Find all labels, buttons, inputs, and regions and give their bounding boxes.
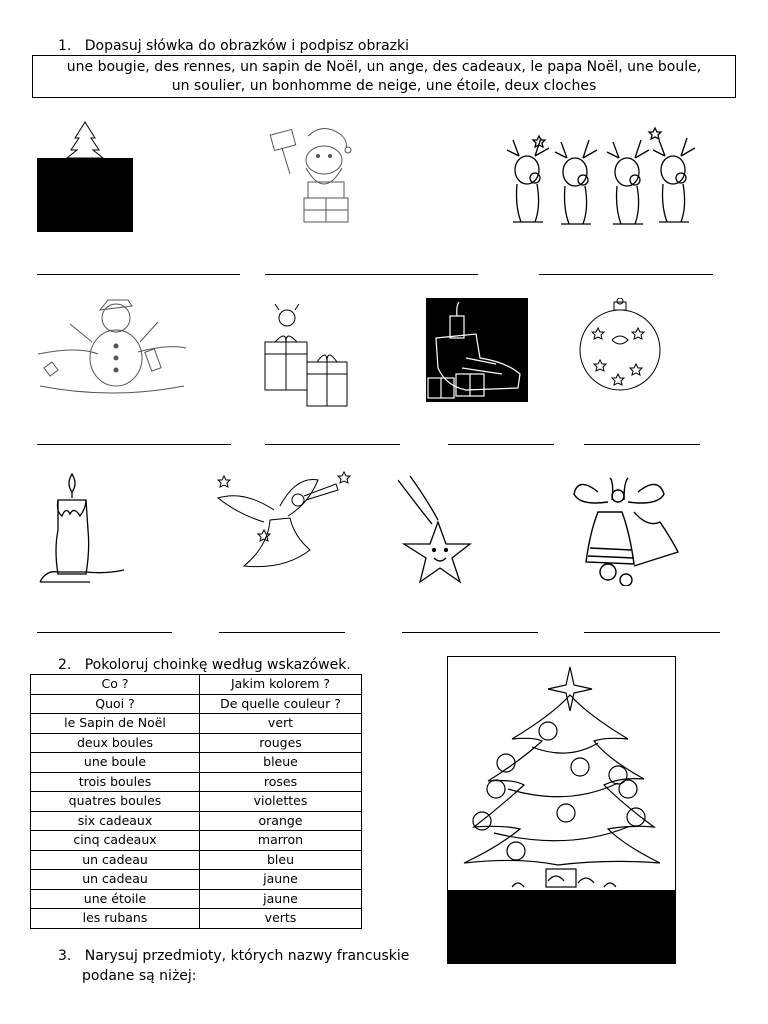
answer-line-1[interactable] [37,274,240,275]
answer-line-7[interactable] [584,444,700,445]
color-cell: rouges [200,733,362,753]
exercise-3-instruction-line-2: podane są niżej: [82,968,197,984]
item-cell: six cadeaux [31,811,200,831]
exercise-1-number: 1. [58,38,72,54]
header-jakim-kolorem: Jakim kolorem ? [200,675,362,695]
snowman-icon [38,296,186,396]
color-cell: roses [200,772,362,792]
color-cell: marron [200,831,362,851]
item-cell: quatres boules [31,792,200,812]
color-cell: jaune [200,889,362,909]
ornament-ball-icon [578,298,664,398]
item-cell: le Sapin de Noël [31,714,200,734]
table-row [31,870,362,890]
table-row [31,811,362,831]
exercise-2-heading [58,657,351,673]
item-cell: les rubans [31,909,200,929]
answer-line-8[interactable] [37,632,172,633]
answer-line-10[interactable] [402,632,538,633]
table-row [31,909,362,929]
table-row [31,792,362,812]
item-cell: deux boules [31,733,200,753]
item-cell: trois boules [31,772,200,792]
gifts-icon [263,300,348,408]
table-row [31,831,362,851]
coloring-tree-frame [447,656,676,964]
color-cell: orange [200,811,362,831]
answer-line-11[interactable] [584,632,720,633]
table-header-row [31,675,362,695]
candle-icon [36,470,128,588]
angel-icon [214,470,352,572]
santa-claus-icon [268,122,362,226]
exercise-2-instruction: Pokoloruj choinkę według wskazówek. [84,657,351,673]
color-cell: jaune [200,870,362,890]
table-row [31,889,362,909]
color-cell: violettes [200,792,362,812]
item-cell: une boule [31,753,200,773]
item-cell: un cadeau [31,870,200,890]
exercise-3-number: 3. [58,948,72,964]
item-cell: une étoile [31,889,200,909]
table-row [31,714,362,734]
item-cell: un cadeau [31,850,200,870]
exercise-1-heading [58,38,409,54]
table-row [31,772,362,792]
bells-icon [568,472,680,586]
exercise-2-number: 2. [58,657,72,673]
color-cell: bleue [200,753,362,773]
color-cell: verts [200,909,362,929]
table-row [31,733,362,753]
header-co: Co ? [31,675,200,695]
coloring-tree-icon [448,657,676,964]
word-bank-box [32,55,736,98]
color-cell: vert [200,714,362,734]
exercise-3-heading [58,948,409,964]
table-header-row [31,694,362,714]
answer-line-6[interactable] [448,444,554,445]
answer-line-9[interactable] [219,632,345,633]
word-bank-line-1: une bougie, des rennes, un sapin de Noël, un ange, des cadeaux, le papa Noël, une boule, [66,59,702,75]
word-bank-line-2: un soulier, un bonhomme de neige, une étoile, deux cloches [171,78,597,94]
header-quoi: Quoi ? [31,694,200,714]
answer-line-3[interactable] [539,274,713,275]
answer-line-2[interactable] [265,274,478,275]
christmas-tree-icon [37,118,133,232]
exercise-3-instruction-line-1: Narysuj przedmioty, których nazwy francuskie [84,948,410,964]
color-instructions-table [30,674,362,929]
table-row [31,753,362,773]
color-cell: bleu [200,850,362,870]
answer-line-4[interactable] [37,444,231,445]
exercise-1-instruction: Dopasuj słówka do obrazków i podpisz obrazki [84,38,410,54]
shoe-icon [426,298,528,402]
item-cell: cinq cadeaux [31,831,200,851]
star-icon [396,474,484,592]
answer-line-5[interactable] [265,444,400,445]
header-de-quelle-couleur: De quelle couleur ? [200,694,362,714]
reindeer-icon [505,126,695,230]
table-row [31,850,362,870]
